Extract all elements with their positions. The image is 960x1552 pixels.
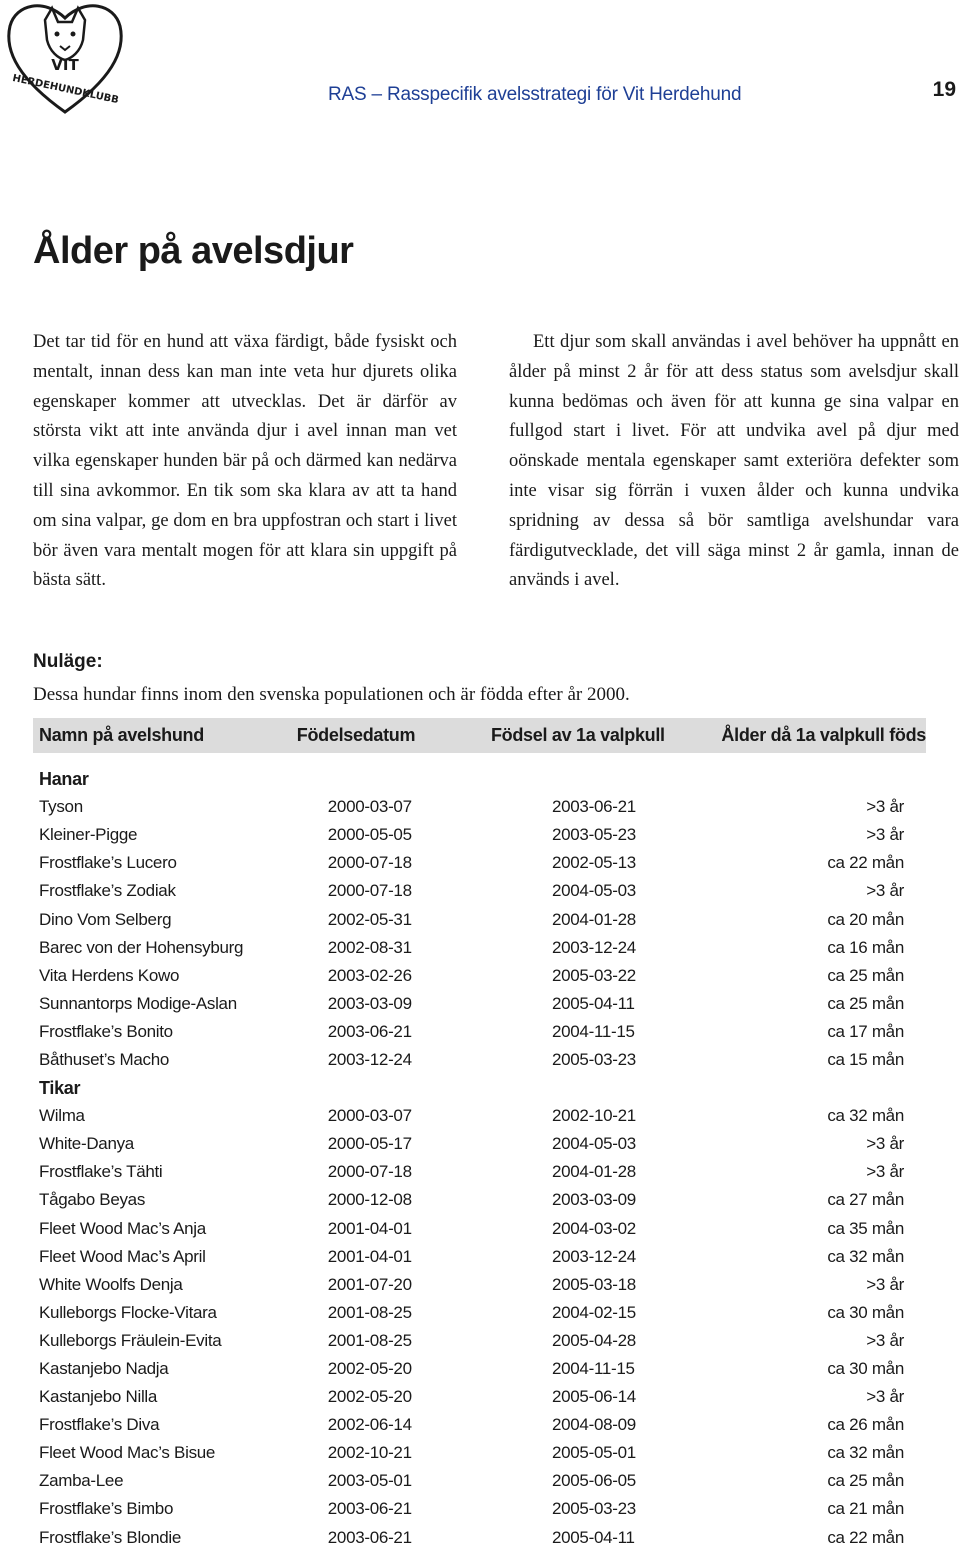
age-cell: >3 år: [866, 1274, 904, 1294]
age-cell: ca 22 mån: [827, 1527, 904, 1547]
dog-name-cell: Dino Vom Selberg: [39, 909, 172, 929]
first-litter-cell: 2004-11-15: [551, 1021, 635, 1041]
table-row: [33, 1495, 926, 1523]
age-cell: ca 25 mån: [827, 993, 904, 1013]
section-intro: Dessa hundar finns inom den svenska populationen och är födda efter år 2000.: [33, 684, 630, 705]
table-row: [33, 1158, 926, 1186]
first-litter-cell: 2003-03-09: [551, 1190, 636, 1210]
table-row: [33, 1130, 926, 1158]
age-cell: ca 30 mån: [827, 1302, 904, 1322]
table-row: [33, 1524, 926, 1552]
header-birthdate: Födelsedatum: [293, 718, 485, 753]
age-cell: ca 30 mån: [827, 1359, 904, 1379]
section-label: Nuläge:: [33, 651, 103, 672]
table-group-row: [33, 1074, 926, 1102]
table-group-row: [33, 765, 926, 793]
dog-name-cell: Fleet Wood Mac’s Anja: [39, 1218, 206, 1238]
birthdate-cell: 2002-06-14: [327, 1415, 412, 1435]
dog-name-cell: Kleiner-Pigge: [39, 825, 138, 845]
dog-name-cell: Frostflake’s Bonito: [39, 1021, 173, 1041]
table-row: [33, 1186, 926, 1214]
dog-name-cell: Wilma: [39, 1106, 85, 1126]
age-cell: >3 år: [866, 1387, 904, 1407]
age-cell: >3 år: [866, 1162, 904, 1182]
table-spacer: [33, 753, 926, 765]
birthdate-cell: 2001-08-25: [327, 1330, 412, 1350]
table-row: [33, 1243, 926, 1271]
table-row: [33, 934, 926, 962]
first-litter-cell: 2004-05-03: [551, 1134, 636, 1154]
page-title: Ålder på avelsdjur: [33, 230, 354, 272]
header-name: Namn på avelshund: [33, 718, 293, 753]
age-cell: ca 32 mån: [827, 1246, 904, 1266]
first-litter-cell: 2004-08-09: [551, 1415, 636, 1435]
table-row: [33, 1215, 926, 1243]
paragraph-right: Ett djur som skall användas i avel behöver ha uppnått en ålder på minst 2 år för att dess status som avelsdjur skall kunna bedömas och även för att kunna ge sina valpar en fullgod start i livet. För att undvika avel på djur med oönskade mentala egenskaper samt exteriöra defekter som inte visar sig förrän i vuxen ålder och kunna undvika spridning av dessa så bör samtliga avelshundar vara färdigutvecklade, det vill säga minst 2 år gamla, innan de används i avel.: [509, 332, 959, 591]
age-cell: >3 år: [866, 825, 904, 845]
birthdate-cell: 2003-12-24: [327, 1049, 412, 1069]
first-litter-cell: 2005-04-28: [551, 1330, 636, 1350]
birthdate-cell: 2000-07-18: [327, 881, 412, 901]
birthdate-cell: 2001-04-01: [327, 1218, 412, 1238]
age-cell: ca 15 mån: [827, 1049, 904, 1069]
dog-name-cell: Kastanjebo Nilla: [39, 1387, 158, 1407]
first-litter-cell: 2004-01-28: [551, 909, 636, 929]
table-row: [33, 1327, 926, 1355]
dog-name-cell: Kulleborgs Fräulein-Evita: [39, 1330, 222, 1350]
table-row: [33, 990, 926, 1018]
age-cell: ca 32 mån: [827, 1443, 904, 1463]
svg-text:HERDEHUNDKLUBB: HERDEHUNDKLUBB: [11, 72, 120, 107]
dog-name-cell: Frostflake’s Blondie: [39, 1527, 182, 1547]
first-litter-cell: 2005-03-23: [551, 1499, 636, 1519]
birthdate-cell: 2001-04-01: [327, 1246, 412, 1266]
first-litter-cell: 2005-06-05: [551, 1471, 636, 1491]
breeding-dogs-table: [33, 718, 926, 1552]
table-row: [33, 1046, 926, 1074]
first-litter-cell: 2005-03-22: [551, 965, 636, 985]
age-cell: ca 20 mån: [827, 909, 904, 929]
dog-name-cell: Kulleborgs Flocke-Vitara: [39, 1302, 217, 1322]
table-row: [33, 1439, 926, 1467]
running-title: RAS – Rasspecifik avelsstrategi för Vit Herdehund: [328, 84, 742, 105]
table-row: [33, 849, 926, 877]
table-body: [33, 753, 926, 1552]
dog-name-cell: Vita Herdens Kowo: [39, 965, 180, 985]
dog-name-cell: Fleet Wood Mac’s Bisue: [39, 1443, 216, 1463]
birthdate-cell: 2003-06-21: [327, 1527, 412, 1547]
table-row: [33, 1299, 926, 1327]
dog-name-cell: Fleet Wood Mac’s April: [39, 1246, 206, 1266]
birthdate-cell: 2001-07-20: [327, 1274, 412, 1294]
table-row: [33, 877, 926, 905]
birthdate-cell: 2000-05-05: [327, 825, 412, 845]
birthdate-cell: 2000-05-17: [327, 1134, 412, 1154]
first-litter-cell: 2004-02-15: [551, 1302, 636, 1322]
body-column-right: [509, 328, 959, 596]
age-cell: ca 17 mån: [827, 1021, 904, 1041]
birthdate-cell: 2003-06-21: [327, 1021, 412, 1041]
dog-name-cell: White Woolfs Denja: [39, 1274, 183, 1294]
table-row: [33, 905, 926, 933]
first-litter-cell: 2003-06-21: [551, 797, 636, 817]
table-row: [33, 1467, 926, 1495]
age-cell: ca 27 mån: [827, 1190, 904, 1210]
birthdate-cell: 2003-06-21: [327, 1499, 412, 1519]
age-cell: ca 22 mån: [827, 853, 904, 873]
paragraph-left: Det tar tid för en hund att växa färdigt, både fysiskt och mentalt, innan dess kan man inte veta hur djurets olika egenskaper kommer att utvecklas. Det är därför av största vikt att inte använda djur i avel innan man vet vilka egenskaper hunden bär på och därmed kan nedärva till sina avkommor. En tik som ska klara av att ta hand om sina valpar, ge dom en bra uppfostran och start i livet bör även vara mentalt mogen för att klara sin uppgift på bästa sätt.: [33, 332, 457, 591]
first-litter-cell: 2003-12-24: [551, 1246, 636, 1266]
dog-name-cell: White-Danya: [39, 1134, 134, 1154]
page-number: 19: [932, 78, 956, 101]
first-litter-cell: 2005-03-18: [551, 1274, 636, 1294]
birthdate-cell: 2000-12-08: [327, 1190, 412, 1210]
birthdate-cell: 2000-03-07: [327, 1106, 412, 1126]
first-litter-cell: 2004-03-02: [551, 1218, 636, 1238]
dog-name-cell: Frostflake’s Tähti: [39, 1162, 163, 1182]
birthdate-cell: 2002-10-21: [327, 1443, 412, 1463]
birthdate-cell: 2002-08-31: [327, 937, 412, 957]
birthdate-cell: 2003-02-26: [327, 965, 412, 985]
age-cell: >3 år: [866, 881, 904, 901]
header-first-litter: Födsel av 1a valpkull: [485, 718, 715, 753]
birthdate-cell: 2002-05-20: [327, 1387, 412, 1407]
first-litter-cell: 2005-04-11: [551, 1527, 635, 1547]
birthdate-cell: 2001-08-25: [327, 1302, 412, 1322]
dog-name-cell: Kastanjebo Nadja: [39, 1359, 169, 1379]
first-litter-cell: 2003-12-24: [551, 937, 636, 957]
table-row: [33, 1018, 926, 1046]
dog-name-cell: Zamba-Lee: [39, 1471, 124, 1491]
table-row: [33, 1102, 926, 1130]
dog-name-cell: Tyson: [39, 797, 83, 817]
table-row: [33, 1355, 926, 1383]
group-label: Hanar: [39, 768, 89, 789]
table-row: [33, 962, 926, 990]
table-row: [33, 793, 926, 821]
birthdate-cell: 2002-05-31: [327, 909, 412, 929]
age-cell: >3 år: [866, 1330, 904, 1350]
age-cell: ca 35 mån: [827, 1218, 904, 1238]
birthdate-cell: 2003-05-01: [327, 1471, 412, 1491]
dog-name-cell: Barec von der Hohensyburg: [39, 937, 244, 957]
running-header: [0, 78, 960, 112]
birthdate-cell: 2000-07-18: [327, 1162, 412, 1182]
first-litter-cell: 2004-05-03: [551, 881, 636, 901]
birthdate-cell: 2000-03-07: [327, 797, 412, 817]
table-row: [33, 1383, 926, 1411]
birthdate-cell: 2000-07-18: [327, 853, 412, 873]
age-cell: ca 16 mån: [827, 937, 904, 957]
first-litter-cell: 2002-10-21: [551, 1106, 636, 1126]
dog-name-cell: Frostflake’s Lucero: [39, 853, 177, 873]
birthdate-cell: 2003-03-09: [327, 993, 412, 1013]
age-cell: ca 32 mån: [827, 1106, 904, 1126]
first-litter-cell: 2005-06-14: [551, 1387, 636, 1407]
dog-name-cell: Frostflake’s Zodiak: [39, 881, 176, 901]
age-cell: ca 25 mån: [827, 1471, 904, 1491]
age-cell: >3 år: [866, 1134, 904, 1154]
birthdate-cell: 2002-05-20: [327, 1359, 412, 1379]
dog-name-cell: Tågabo Beyas: [39, 1190, 146, 1210]
table-row: [33, 1271, 926, 1299]
first-litter-cell: 2005-03-23: [551, 1049, 636, 1069]
first-litter-cell: 2004-01-28: [551, 1162, 636, 1182]
dog-name-cell: Frostflake’s Diva: [39, 1415, 160, 1435]
age-cell: ca 26 mån: [827, 1415, 904, 1435]
body-column-left: [33, 328, 457, 596]
table-header-row: [33, 718, 926, 753]
first-litter-cell: 2004-11-15: [551, 1359, 635, 1379]
table-row: [33, 821, 926, 849]
dog-name-cell: Sunnantorps Modige-Aslan: [39, 993, 237, 1013]
header-age-at-first-litter: Ålder då 1a valpkull föds: [715, 718, 926, 753]
svg-text:VIT: VIT: [51, 56, 79, 74]
dog-name-cell: Båthuset’s Macho: [39, 1049, 170, 1069]
first-litter-cell: 2005-05-01: [551, 1443, 636, 1463]
group-label: Tikar: [39, 1077, 81, 1098]
age-cell: >3 år: [866, 797, 904, 817]
first-litter-cell: 2005-04-11: [551, 993, 635, 1013]
age-cell: ca 25 mån: [827, 965, 904, 985]
first-litter-cell: 2002-05-13: [551, 853, 636, 873]
age-cell: ca 21 mån: [827, 1499, 904, 1519]
table-row: [33, 1411, 926, 1439]
dog-name-cell: Frostflake’s Bimbo: [39, 1499, 174, 1519]
first-litter-cell: 2003-05-23: [551, 825, 636, 845]
